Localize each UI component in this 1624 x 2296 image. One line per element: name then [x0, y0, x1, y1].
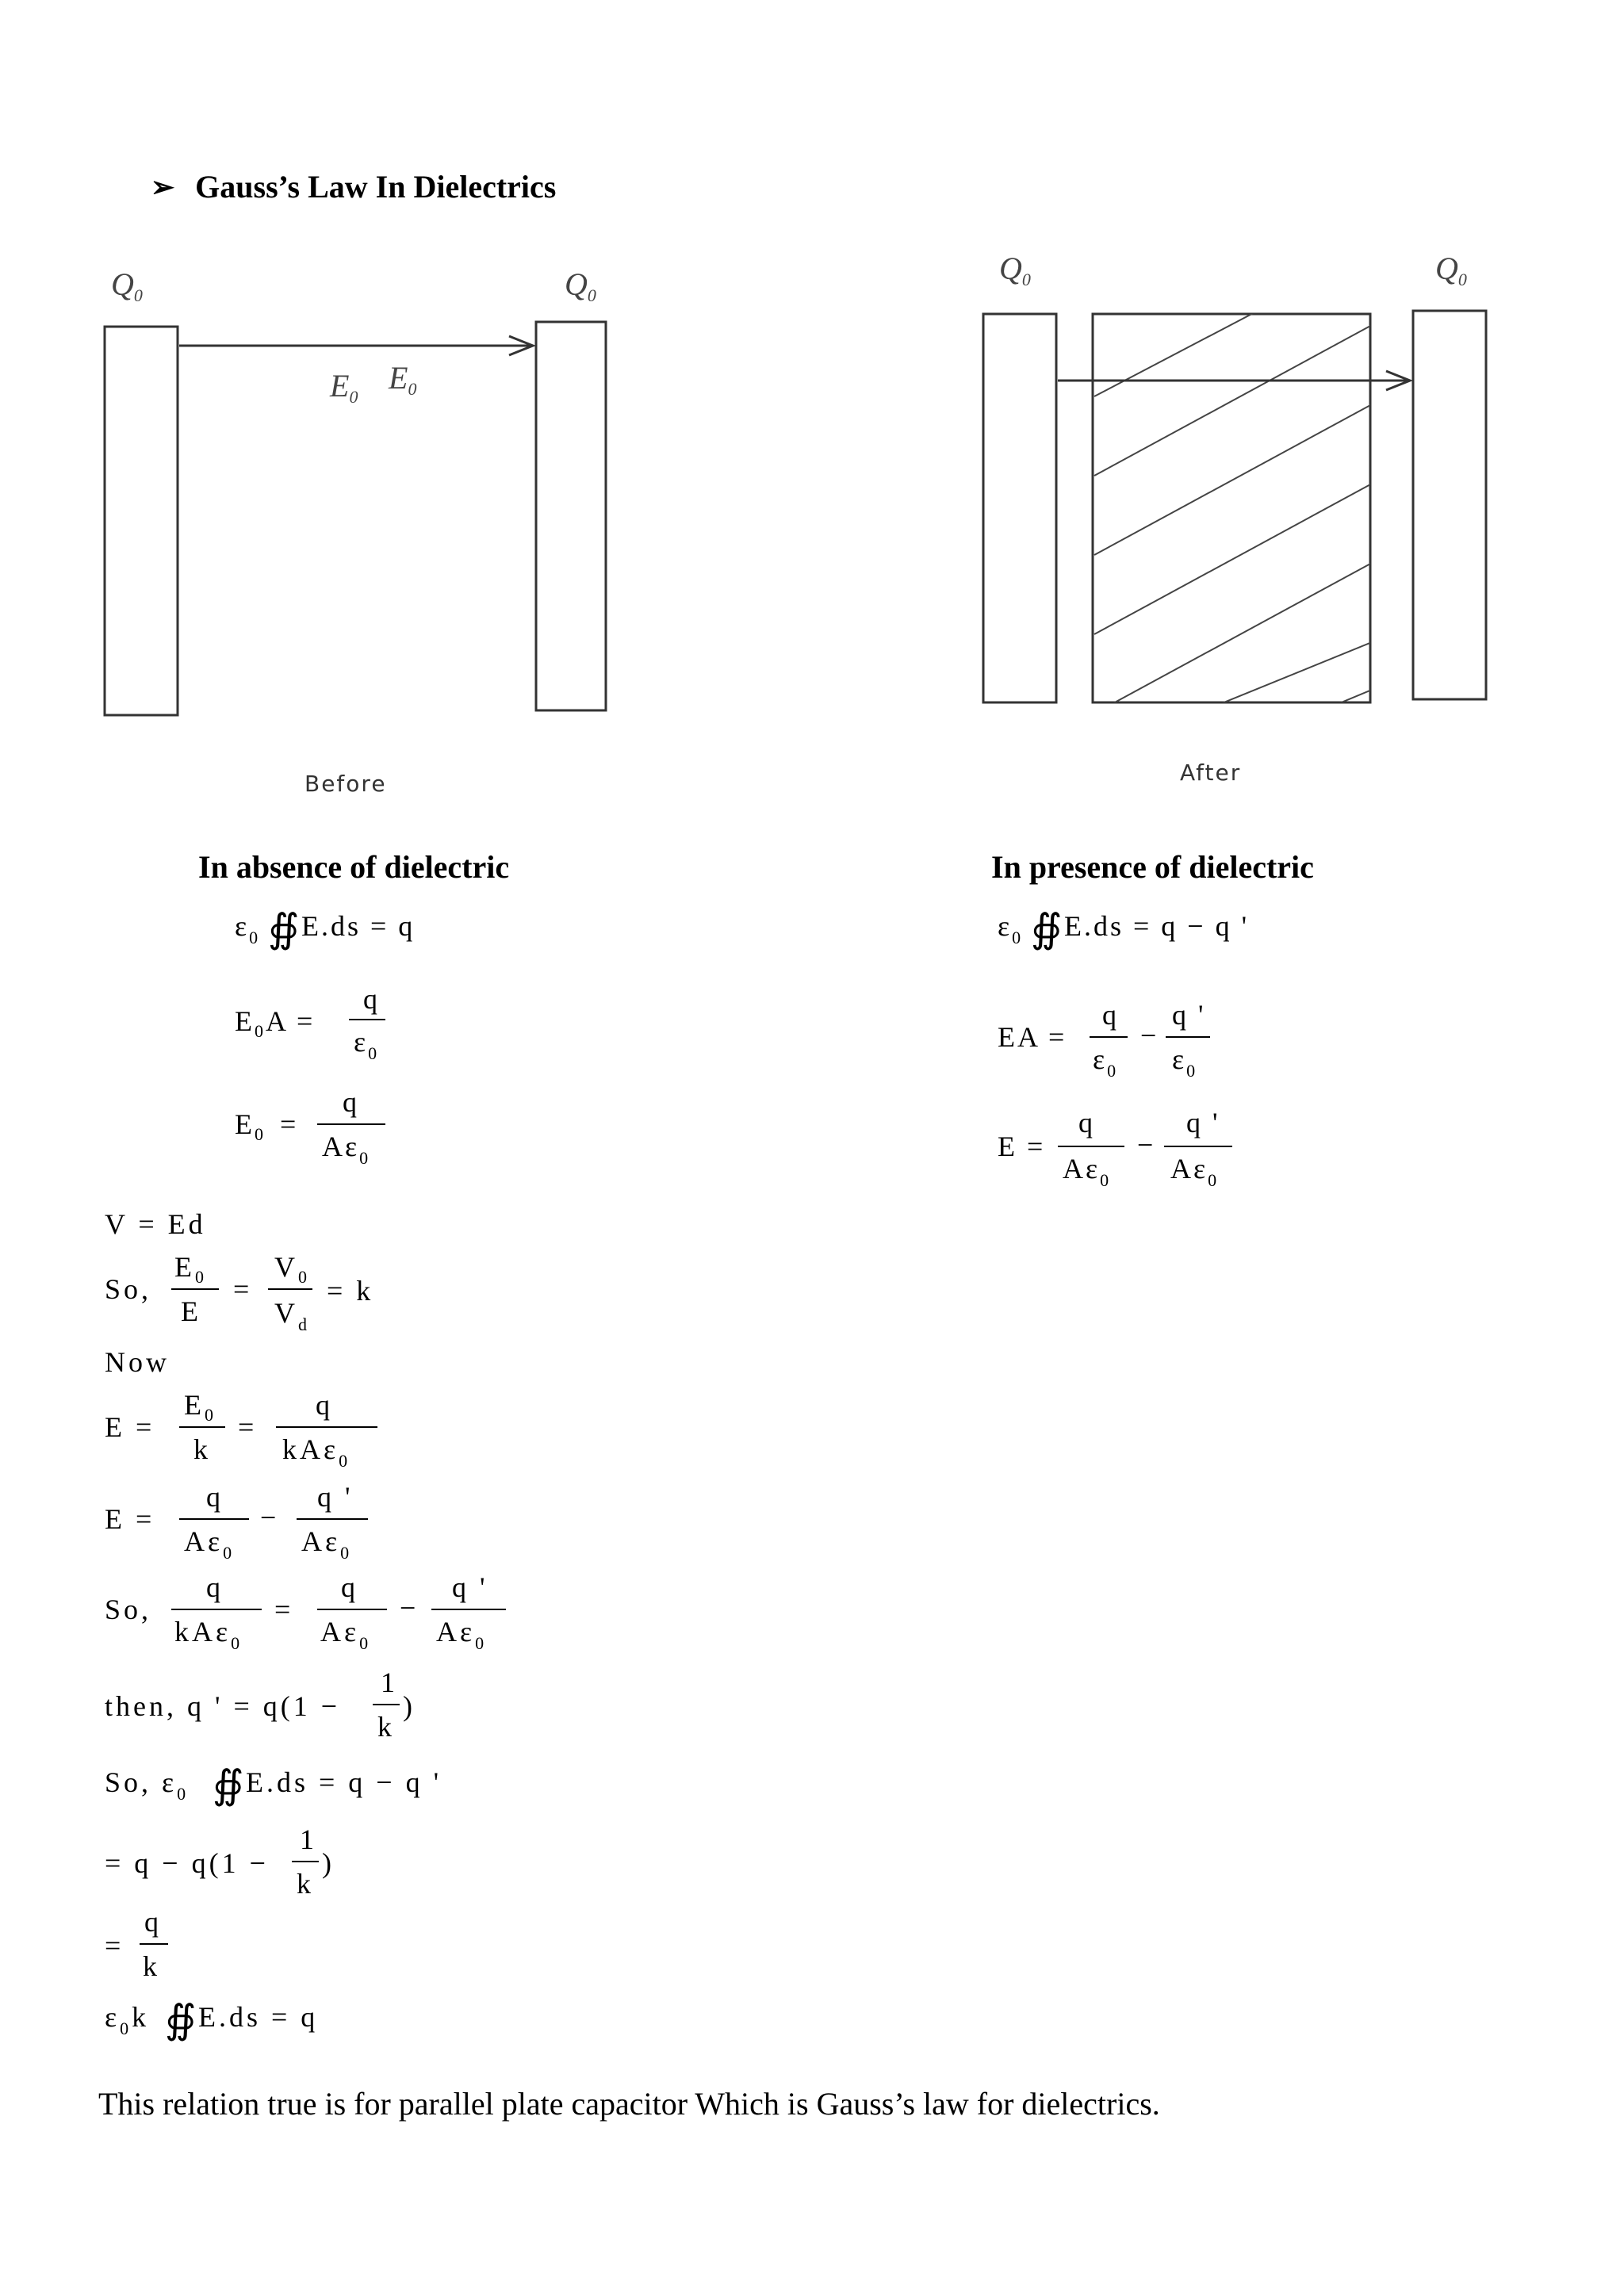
deriv-l5-d2: Aε: [301, 1525, 341, 1557]
svg-text:ε0: [235, 910, 260, 947]
deriv-l6-d1: kAε: [174, 1616, 232, 1647]
pre-eq2-den1: ε: [1093, 1043, 1108, 1075]
deriv-l11-rest: E.ds = q: [198, 2001, 319, 2033]
pre-eq2-num1: q: [1102, 999, 1119, 1031]
pre-eq1-sub: 0: [1012, 928, 1024, 947]
field-label-2: $E_0$: [389, 360, 417, 399]
pre-eq3-num1: q: [1078, 1107, 1095, 1138]
charge-label-left: $Q_0$: [999, 251, 1031, 289]
deriv-l2-tail: = k: [327, 1275, 374, 1307]
section-heading: [151, 168, 556, 205]
svg-text:Aε0: [320, 1616, 371, 1653]
svg-text:E0A =: [235, 1005, 315, 1041]
svg-text:Aε0: [301, 1525, 352, 1563]
deriv-l11-k: k: [132, 2001, 150, 2033]
deriv-l6-d2: Aε: [320, 1616, 360, 1647]
abs-eq2-lhs2: A =: [266, 1005, 316, 1037]
deriv-l5-d1-sub: 0: [223, 1543, 236, 1563]
figure-caption-before: Before: [304, 771, 387, 797]
pre-eq2-den1-sub: 0: [1107, 1061, 1119, 1081]
deriv-line-1: V = Ed: [105, 1208, 206, 1240]
pre-eq3-minus: −: [1137, 1129, 1156, 1161]
deriv-l4-n1-sub: 0: [205, 1405, 216, 1425]
plate-right: [1413, 311, 1486, 699]
svg-text:V0: [274, 1251, 310, 1287]
absence-equations: [222, 904, 666, 1197]
svg-text:ε0: [1093, 1043, 1118, 1081]
charge-label-left: $Q_0$: [111, 266, 143, 305]
svg-text:Aε0: [436, 1616, 487, 1653]
deriv-l2-d2-sub: d: [298, 1314, 310, 1334]
svg-text:kAε0: [282, 1433, 350, 1471]
deriv-l4-d1: k: [193, 1433, 211, 1465]
plate-left: [105, 327, 178, 715]
conclusion-text: This relation true is for parallel plate capacitor Which is Gauss’s law for dielectrics.: [98, 2086, 1160, 2122]
deriv-l8-rest: E.ds = q − q ': [246, 1766, 442, 1798]
pre-eq3-den1-sub: 0: [1100, 1170, 1112, 1190]
abs-eq2-sub: 0: [255, 1021, 266, 1041]
field-label-1: $E_0$: [330, 368, 358, 407]
abs-eq3-den: Aε: [322, 1131, 360, 1162]
deriv-l7-num: 1: [381, 1667, 398, 1698]
heading-text: Gauss’s Law In Dielectrics: [195, 169, 557, 205]
abs-eq1-sub: 0: [249, 928, 261, 947]
abs-eq2-e: E: [235, 1005, 255, 1037]
deriv-l6-d3-sub: 0: [475, 1633, 488, 1653]
deriv-l10-prefix: =: [105, 1930, 124, 1961]
deriv-l5-n1: q: [206, 1481, 224, 1513]
svg-text:E0: [174, 1251, 207, 1287]
pre-eq3-den2: Aε: [1170, 1153, 1208, 1184]
abs-eq2-num: q: [363, 983, 380, 1015]
deriv-l6-d3: Aε: [436, 1616, 476, 1647]
deriv-l7-den: k: [377, 1711, 395, 1743]
abs-eq2-den-sub: 0: [368, 1043, 380, 1063]
pre-eq2-lhs: EA =: [998, 1021, 1067, 1053]
svg-text:E0=: [235, 1108, 298, 1144]
pre-eq2-den2: ε: [1172, 1043, 1187, 1075]
deriv-l10-den: k: [143, 1950, 160, 1982]
svg-text:So, ε0: [105, 1766, 189, 1804]
deriv-l7-close: ): [403, 1690, 416, 1722]
deriv-l11-eps: ε: [105, 2001, 121, 2033]
closed-integral-icon: ∯: [1031, 906, 1065, 951]
svg-text:ε0: [998, 910, 1023, 947]
deriv-l2-n1-sub: 0: [195, 1267, 207, 1287]
abs-eq3-e: E: [235, 1108, 255, 1140]
svg-text:ε0: [1172, 1043, 1197, 1081]
abs-eq3-num: q: [343, 1086, 359, 1118]
deriv-l6-n2: q: [341, 1571, 358, 1603]
charge-label-right: $Q_0$: [1435, 251, 1467, 289]
deriv-l6-eq: =: [274, 1594, 294, 1625]
presence-title: In presence of dielectric: [991, 849, 1314, 885]
svg-text:ε0: [354, 1026, 379, 1063]
svg-text:Aε0: [1170, 1153, 1219, 1190]
figure-before: [95, 254, 634, 809]
deriv-l4-lhs: E =: [105, 1411, 155, 1443]
abs-eq2-den: ε: [354, 1026, 369, 1058]
closed-integral-icon: ∯: [268, 906, 302, 951]
deriv-l6-minus: −: [400, 1592, 419, 1624]
deriv-l8-prefix: So, ε: [105, 1766, 178, 1798]
deriv-l7-prefix: then, q ' = q(1 −: [105, 1690, 341, 1722]
abs-eq3-sub: 0: [255, 1124, 266, 1144]
abs-eq1-rest: E.ds = q: [301, 910, 416, 942]
closed-integral-icon: ∯: [165, 1997, 200, 2042]
deriv-l4-eq: =: [238, 1411, 258, 1443]
deriv-l2-prefix: So,: [105, 1273, 152, 1305]
dielectric-slab: [1093, 314, 1370, 702]
deriv-l2-d1: E: [181, 1295, 201, 1327]
deriv-l6-prefix: So,: [105, 1594, 152, 1625]
deriv-l4-n1: E: [184, 1389, 205, 1421]
svg-text:Aε0: [322, 1131, 370, 1168]
deriv-l2-n1: E: [174, 1251, 195, 1283]
deriv-l9-den: k: [297, 1868, 314, 1900]
deriv-l5-d2-sub: 0: [340, 1543, 353, 1563]
deriv-l2-n2-sub: 0: [298, 1267, 310, 1287]
deriv-l6-d1-sub: 0: [231, 1633, 243, 1653]
deriv-l6-n3: q ': [452, 1571, 488, 1603]
pre-eq3-den2-sub: 0: [1208, 1170, 1220, 1190]
pre-eq3-lhs: E =: [998, 1131, 1046, 1162]
deriv-l5-d1: Aε: [184, 1525, 224, 1557]
deriv-l9-prefix: = q − q(1 −: [105, 1847, 269, 1879]
abs-eq3-den-sub: 0: [359, 1148, 371, 1168]
plate-left: [983, 314, 1056, 702]
pre-eq1-eps: ε: [998, 910, 1013, 942]
derivation: [98, 1197, 653, 2069]
deriv-l10-num: q: [144, 1906, 162, 1938]
pre-eq3-num2: q ': [1186, 1107, 1220, 1138]
figure-caption-after: After: [1180, 760, 1242, 786]
abs-eq1-eps: ε: [235, 910, 250, 942]
deriv-l2-n2: V: [274, 1251, 298, 1283]
presence-equations: [991, 904, 1404, 1205]
deriv-l5-n2: q ': [317, 1481, 354, 1513]
svg-text:Aε0: [1063, 1153, 1111, 1190]
figure-after: [975, 238, 1522, 801]
pre-eq2-num2: q ': [1172, 999, 1206, 1031]
absence-title: In absence of dielectric: [198, 849, 510, 885]
deriv-l8-sub: 0: [177, 1784, 190, 1804]
deriv-l4-n2: q: [316, 1389, 333, 1421]
deriv-l9-num: 1: [300, 1823, 317, 1855]
charge-label-right: $Q_0$: [565, 266, 596, 305]
pre-eq2-minus: −: [1140, 1020, 1159, 1051]
deriv-l5-minus: −: [260, 1502, 280, 1533]
deriv-l2-d2: V: [274, 1297, 298, 1329]
deriv-l5-lhs: E =: [105, 1503, 155, 1535]
svg-text:ε0k: [105, 2001, 149, 2038]
deriv-l4-d2-sub: 0: [339, 1451, 351, 1471]
pre-eq3-den1: Aε: [1063, 1153, 1101, 1184]
svg-text:Aε0: [184, 1525, 235, 1563]
deriv-line-3: Now: [105, 1346, 170, 1378]
deriv-l11-sub: 0: [120, 2019, 132, 2038]
plate-right: [536, 322, 606, 710]
bullet-arrow-icon: ➢: [151, 170, 175, 203]
deriv-l4-d2: kAε: [282, 1433, 339, 1465]
pre-eq2-den2-sub: 0: [1186, 1061, 1198, 1081]
pre-eq1-rest: E.ds = q − q ': [1064, 910, 1250, 942]
svg-text:kAε0: [174, 1616, 243, 1653]
deriv-l6-d2-sub: 0: [359, 1633, 372, 1653]
abs-eq3-eq: =: [280, 1108, 299, 1140]
svg-text:Vd: [274, 1297, 310, 1334]
deriv-l6-n1: q: [206, 1571, 224, 1603]
closed-integral-icon: ∯: [213, 1762, 247, 1807]
deriv-l9-close: ): [322, 1847, 335, 1879]
svg-text:E0: [184, 1389, 216, 1425]
deriv-l2-eq: =: [233, 1273, 253, 1305]
